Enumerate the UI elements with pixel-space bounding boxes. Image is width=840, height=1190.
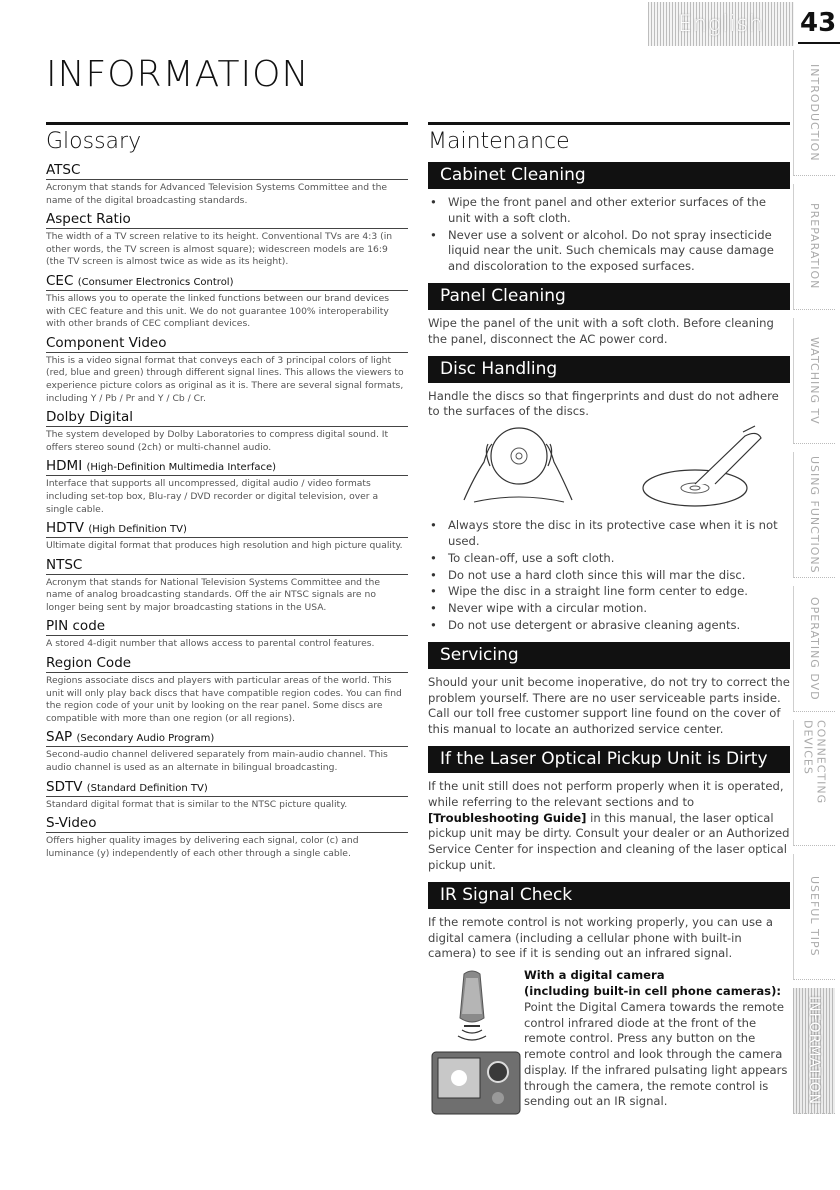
cabinet-cleaning-heading: Cabinet Cleaning [428, 162, 790, 189]
glossary-heading: Glossary [46, 122, 408, 154]
sidebar-tab-using-functions[interactable] [793, 452, 835, 578]
glossary-definition: Acronym that stands for National Television Systems Committee and the name of analog broadcasting standards. Off the air NTSC signals are no longer being sent by major broadcasting stations in the USA. [46, 576, 380, 613]
section-sidebar [793, 50, 835, 1122]
sidebar-tab-preparation[interactable] [793, 184, 835, 310]
sidebar-tab-label: INTRODUCTION [808, 63, 821, 162]
term-expansion: (High Definition TV) [88, 524, 187, 536]
remote-and-camera-icon [428, 968, 524, 1118]
sidebar-tab-connecting-devices[interactable] [793, 720, 835, 846]
laser-pickup-text [428, 779, 790, 874]
servicing-text: Should your unit become inoperative, do not try to correct the problem yourself. There are no user serviceable parts inside. Call our toll free customer support line found on the cover of this manual to locate an authorized service center. [428, 674, 790, 737]
list-item: • Never wipe with a circular motion. [428, 601, 790, 617]
glossary-definition: Ultimate digital format that produces high resolution and high picture quality. [46, 540, 403, 552]
ir-camera-instructions [524, 968, 790, 1118]
glossary-term [46, 729, 408, 747]
glossary-definition: Interface that supports all uncompressed, digital audio / video formats including set-top box, Blu-ray / DVD recorder or digital television, over a single cable. [46, 478, 379, 515]
troubleshooting-guide-reference: [Troubleshooting Guide] [428, 810, 587, 825]
list-item: • Never use a solvent or alcohol. Do not spray insecticide liquid near the unit. Such chemicals may cause damage and discoloration to the exposed surfaces. [428, 228, 790, 275]
term-expansion: (High-Definition Multimedia Interface) [86, 462, 277, 474]
term-name: HDTV [46, 520, 85, 537]
ir-subheading-detail: (including built-in cell phone cameras): [524, 983, 782, 998]
page-number-rule [798, 42, 840, 44]
laser-text-part: If the unit still does not perform properly when it is operated, while referring to the relevant sections and to [428, 778, 784, 809]
term-name: ATSC [46, 162, 81, 178]
laser-pickup-heading: If the Laser Optical Pickup Unit is Dirty [428, 746, 790, 773]
term-name: SDTV [46, 778, 83, 795]
sidebar-tab-label: CONNECTING DEVICES [801, 720, 828, 805]
glossary-definition: This is a video signal format that conveys each of 3 principal colors of light (red, blue and green) through different signal lines. This allows the viewers to experience picture colors as original as it is. There are several signal formats, including Y / Pb / Pr and Y / Cb / Cr. [46, 354, 404, 404]
glossary-term [46, 458, 408, 476]
term-expansion: (Secondary Audio Program) [76, 733, 215, 745]
glossary-section [46, 122, 408, 860]
list-item: • Do not use a hard cloth since this will mar the disc. [428, 568, 790, 584]
ir-subheading: With a digital camera [524, 968, 665, 983]
glossary-term [46, 211, 408, 229]
sidebar-tab-label: PREPARATION [808, 203, 821, 290]
page-title: INFORMATION [46, 54, 310, 95]
sidebar-tab-watching-tv[interactable] [793, 318, 835, 444]
glossary-term [46, 557, 408, 575]
disc-handling-heading: Disc Handling [428, 356, 790, 383]
glossary-term [46, 520, 408, 538]
glossary-term [46, 655, 408, 673]
glossary-definition: A stored 4-digit number that allows access to parental control features. [46, 638, 375, 650]
language-tab-label: English [678, 11, 764, 37]
term-name: CEC [46, 272, 74, 289]
term-name: Component Video [46, 334, 167, 351]
sidebar-tab-label: USING FUNCTIONS [808, 455, 821, 574]
glossary-definition: Offers higher quality images by delivering each signal, color (c) and luminance (y) independently of each other through a single cable. [46, 835, 359, 859]
term-name: Aspect Ratio [46, 211, 131, 228]
glossary-term [46, 162, 408, 180]
sidebar-tab-label: OPERATING DVD [808, 596, 821, 701]
list-item: • Wipe the front panel and other exterior surfaces of the unit with a soft cloth. [428, 195, 790, 227]
glossary-definition: Regions associate discs and players with particular areas of the world. This unit will only play back discs that have compatible region codes. You can find the region code of your unit by looking on the rear panel. Some discs are compatible with more than one region (or all regions). [46, 675, 402, 724]
glossary-term [46, 335, 408, 353]
sidebar-tab-label: USEFUL TIPS [808, 876, 821, 957]
disc-handling-text: Handle the discs so that fingerprints and dust do not adhere to the surfaces of the discs. [428, 388, 779, 419]
glossary-definition: Acronym that stands for Advanced Television Systems Committee and the name of the digital broadcasting standards. [46, 182, 388, 206]
maintenance-section [428, 122, 790, 1118]
glossary-definition: Second-audio channel delivered separately from main-audio channel. This audio channel is used as an alternate in bilingual broadcasting. [46, 749, 388, 774]
term-name: S-Video [46, 815, 97, 832]
ir-check-illustration [428, 968, 524, 1118]
term-expansion: (Consumer Electronics Control) [77, 276, 234, 288]
list-item: • Do not use detergent or abrasive cleaning agents. [428, 618, 790, 634]
cabinet-cleaning-list [428, 195, 790, 275]
term-name: Dolby Digital [46, 409, 134, 426]
language-tab [648, 2, 794, 46]
glossary-term [46, 409, 408, 427]
sidebar-tab-introduction[interactable] [793, 50, 835, 176]
glossary-term [46, 815, 408, 833]
sidebar-tab-useful-tips[interactable] [793, 854, 835, 980]
panel-cleaning-text: Wipe the panel of the unit with a soft cloth. Before cleaning the panel, disconnect the AC power cord. [428, 315, 774, 346]
laser-text-part: in this manual, the laser optical pickup unit may be dirty. Consult your dealer or an Authorized Service Center for inspection and cleaning of the laser optical pickup unit. [428, 810, 790, 872]
term-name: NTSC [46, 556, 83, 573]
term-name: SAP [46, 729, 73, 746]
disc-handling-list [428, 518, 790, 634]
term-name: Region Code [46, 655, 132, 672]
term-expansion: (Standard Definition TV) [86, 782, 208, 794]
sidebar-tab-label: INFORMATION [806, 995, 822, 1106]
list-item: • To clean-off, use a soft cloth. [428, 551, 790, 567]
glossary-term [46, 618, 408, 636]
ir-signal-check-heading: IR Signal Check [428, 882, 790, 909]
sidebar-tab-information[interactable] [793, 988, 835, 1114]
sidebar-tab-label: WATCHING TV [808, 336, 821, 425]
glossary-definition: The width of a TV screen relative to its height. Conventional TVs are 4:3 (in other words, the TV screen is almost square); widescreen models are 16:9 (the TV screen is almost twice as wide as its height). [46, 231, 393, 268]
disc-handling-illustrations [428, 422, 790, 516]
glossary-definition: Standard digital format that is similar to the NTSC picture quality. [46, 798, 348, 810]
sidebar-tab-operating-dvd[interactable] [793, 586, 835, 712]
maintenance-heading: Maintenance [428, 122, 790, 154]
page-number: 43 [800, 8, 837, 38]
glossary-term [46, 779, 408, 797]
glossary-definition: The system developed by Dolby Laboratories to compress digital sound. It offers stereo sound (2ch) or multi-channel audio. [46, 429, 389, 453]
ir-signal-check-text: If the remote control is not working properly, you can use a digital camera (including a cellular phone with built-in camera) to see if it is sending out an infrared signal. [428, 914, 773, 961]
list-item: • Always store the disc in its protective case when it is not used. [428, 518, 790, 550]
disc-wiping-illustration [625, 422, 775, 516]
ir-camera-body: Point the Digital Camera towards the remote control infrared diode at the front of the remote control. Press any button on the remote control and look through the camera display. If the infrared pulsating light appears through the camera, the remote control is sending out an IR signal. [524, 999, 788, 1109]
ir-camera-check [428, 968, 790, 1118]
term-name: HDMI [46, 458, 83, 475]
disc-held-by-edges-illustration [444, 422, 594, 516]
glossary-definition: This allows you to operate the linked functions between our brand devices with CEC feature and this unit. We do not guarantee 100% interoperability with other brands of CEC compliant devices. [46, 292, 390, 330]
panel-cleaning-heading: Panel Cleaning [428, 283, 790, 310]
list-item: • Wipe the disc in a straight line form center to edge. [428, 584, 790, 600]
term-name: PIN code [46, 618, 106, 635]
glossary-term [46, 273, 408, 291]
servicing-heading: Servicing [428, 642, 790, 669]
